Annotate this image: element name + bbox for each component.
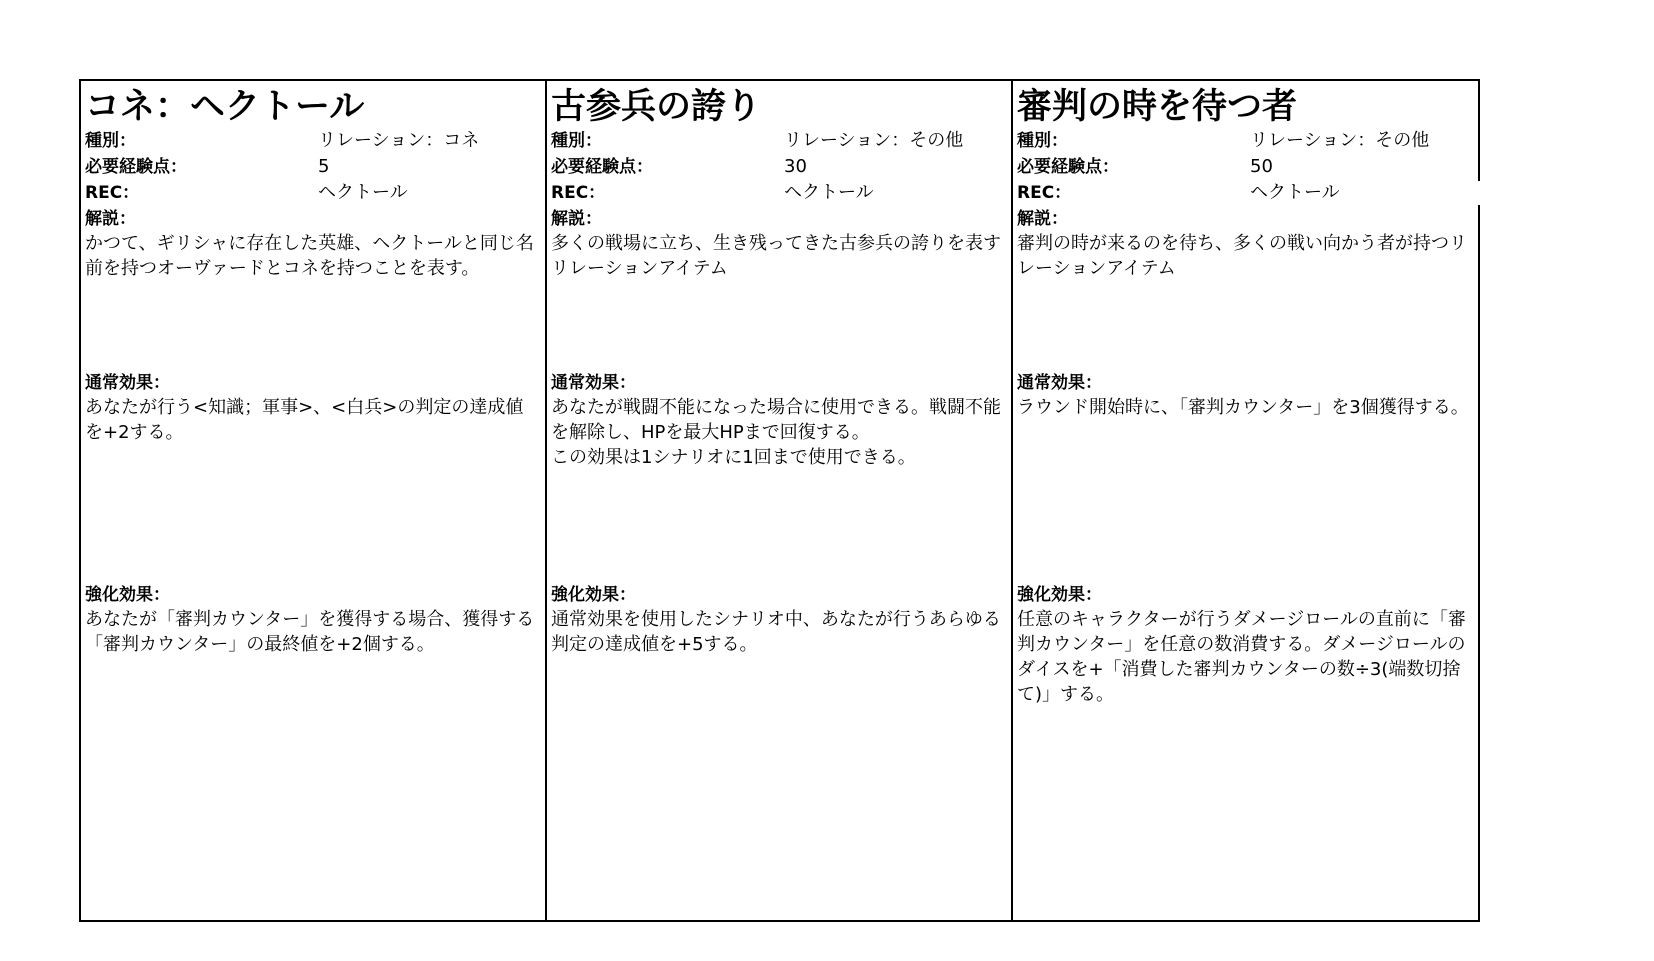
normal-effect-label: 通常効果： [85,373,170,393]
description-text: かつて、ギリシャに存在した英雄、ヘクトールと同じ名前を持つオーヴァードとコネを持つことを表す。 [85,233,534,279]
type-label: 種別： [551,131,602,151]
type-value: リレーション：コネ [318,130,480,151]
description-label: 解説： [85,209,136,229]
exp-label: 必要経験点： [1017,157,1119,177]
description-text: 多くの戦場に立ち、生き残ってきた古参兵の誇りを表すリレーションアイテム [551,233,1001,279]
description-label: 解説： [1017,209,1068,229]
normal-effect-text: あなたが戦闘不能になった場合に使用できる。戦闘不能を解除し、HPを最大HPまで回復する。 この効果は1シナリオに1回まで使用できる。 [551,397,1001,468]
card-title: 審判の時を待つ者 [1017,87,1298,127]
rec-label: REC： [1017,183,1072,203]
item-card [547,81,1013,920]
rec-label: REC： [85,183,140,203]
normal-effect-label: 通常効果： [1017,373,1102,393]
enhanced-effect-text: あなたが「審判カウンター」を獲得する場合、獲得する「審判カウンター」の最終値を+2個する。 [85,609,535,655]
normal-effect-text: ラウンド開始時に、「審判カウンター」を3個獲得する。 [1017,397,1469,418]
exp-label: 必要経験点： [551,157,653,177]
enhanced-effect-label: 強化効果： [85,585,170,605]
rec-value: ヘクトール [318,182,408,203]
border-gap [1476,181,1480,205]
type-label: 種別： [85,131,136,151]
enhanced-effect-text: 任意のキャラクターが行うダメージロールの直前に「審判カウンター」を任意の数消費する。ダメージロールのダイスを+「消費した審判カウンターの数÷3(端数切捨て)」する。 [1017,609,1466,705]
exp-label: 必要経験点： [85,157,187,177]
normal-effect-text: あなたが行う<知識；軍事>、<白兵>の判定の達成値を+2する。 [85,397,524,443]
enhanced-effect-text: 通常効果を使用したシナリオ中、あなたが行うあらゆる判定の達成値を+5する。 [551,609,1001,655]
card-title: コネ：ヘクトール [85,87,365,127]
card-title: 古参兵の誇り [551,87,762,127]
exp-value: 30 [784,156,807,177]
item-card [81,81,547,920]
exp-value: 5 [318,156,330,177]
rec-value: ヘクトール [1250,182,1340,203]
enhanced-effect-label: 強化効果： [551,585,636,605]
rec-label: REC： [551,183,606,203]
description-label: 解説： [551,209,602,229]
card-sheet [79,79,1480,922]
type-value: リレーション：その他 [784,130,964,151]
item-card [1013,81,1478,920]
type-value: リレーション：その他 [1250,130,1430,151]
normal-effect-label: 通常効果： [551,373,636,393]
enhanced-effect-label: 強化効果： [1017,585,1102,605]
description-text: 審判の時が来るのを待ち、多くの戦い向かう者が持つリレーションアイテム [1017,233,1467,279]
exp-value: 50 [1250,156,1273,177]
type-label: 種別： [1017,131,1068,151]
rec-value: ヘクトール [784,182,874,203]
